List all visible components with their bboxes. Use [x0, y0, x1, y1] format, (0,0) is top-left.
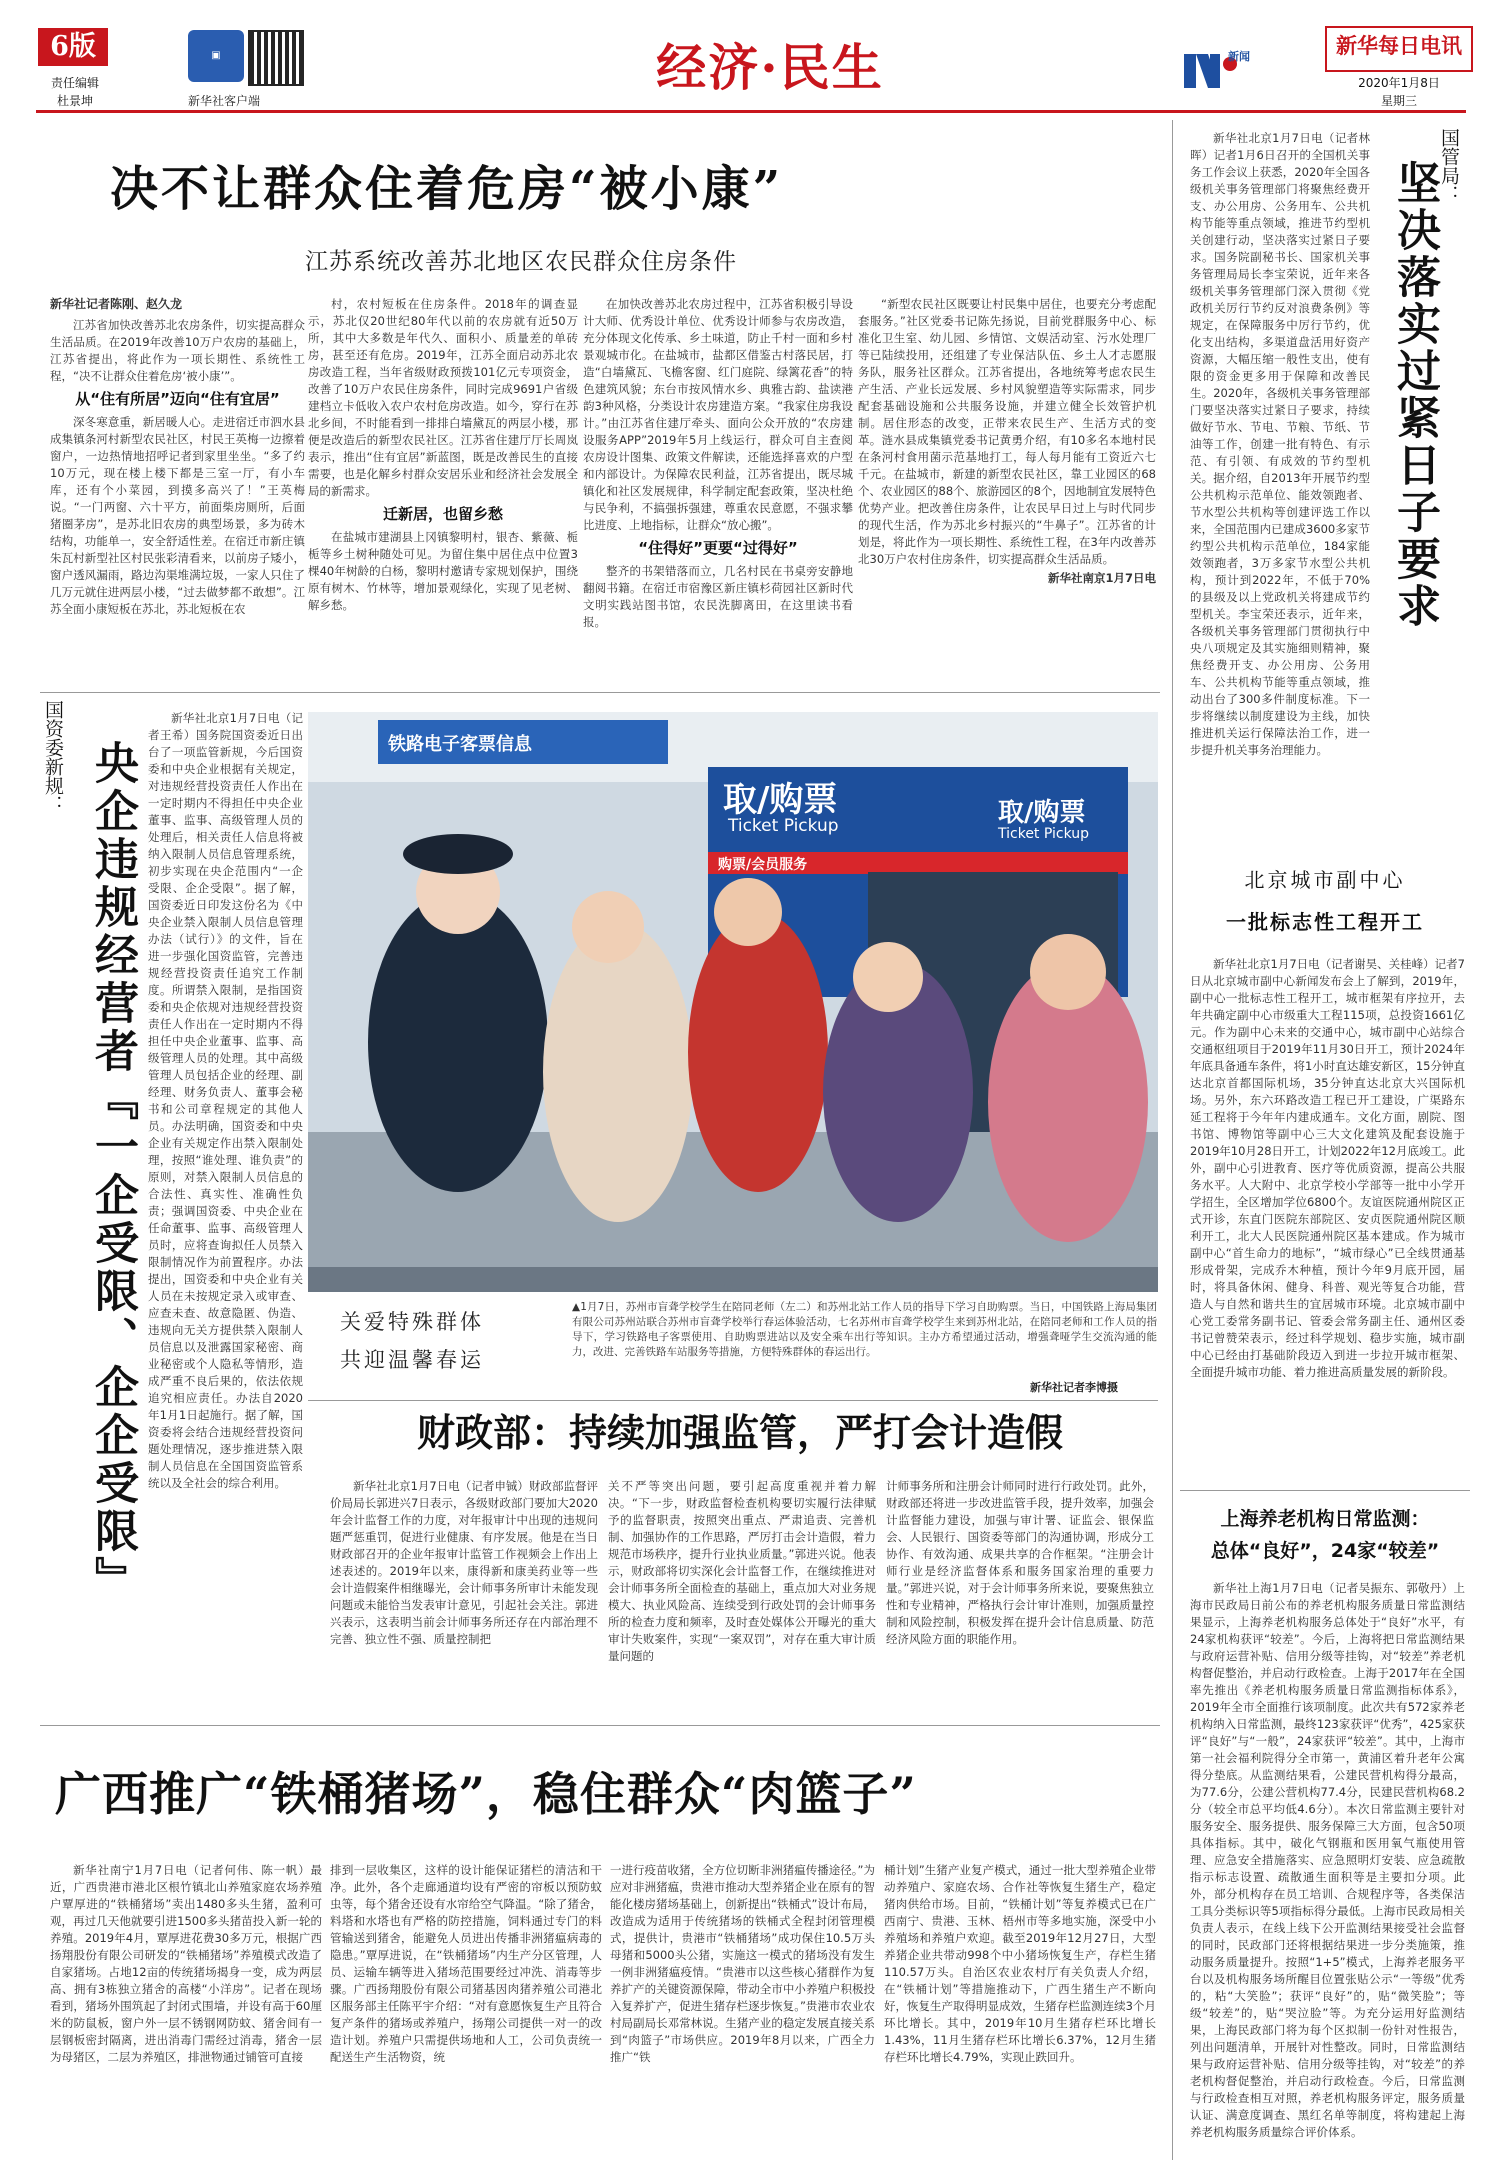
lead-col-1	[50, 296, 305, 679]
issue-date: 2020年1月8日	[1358, 76, 1440, 90]
staff-cap	[403, 834, 513, 874]
left-side-title: 央企违规经营者『一企受限、企企受限』	[87, 740, 138, 1604]
section-title: 经济·民生	[656, 38, 884, 97]
guangxi-col-1: 新华社南宁1月7日电（记者何伟、陈一帆）最近，广西贵港市港北区根竹镇北山养殖家庭农场养殖户覃厚进的“铁桶猪场”卖出1480多头生猪，盈利可观，再过几天他就要引进1500多头猪苗投入新一轮的养殖。2019年4月，覃厚进花费30多万元，根据广西扬翔股份有限公司研发的“铁桶猪场”养殖模式改造了自家猪场。占地12亩的传统猪场揭身一变，成为两层高、拥有3栋独立猪舍的高楼“小洋房”。记者在现场看到，猪场外围筑起了封闭式围墙，并设有高于60厘米的防鼠板，窗户外一层不锈钢网防蚊、猪舍间有一层钢板密封隔离，进出消毒门需经过消毒，猪舍一层为母猪区，二层为养殖区，排泄物通过铺管可直接	[50, 1863, 322, 2064]
beijing-text: 新华社北京1月7日电（记者谢昊、关桂峰）记者7日从北京城市副中心新闻发布会上了解到，2019年，副中心一批标志性工程开工，城市框架有序拉开，去年共确定副中心市级重大工程115项，总投资1661亿元。作为副中心未来的交通中心，城市副中心站综合交通枢纽项目于2019年11月30日开工，预计2024年年底具备通车条件，将1小时直达雄安新区，15分钟直达北京首都国际机场，35分钟直达北京大兴国际机场。另外，东六环路改造工程已开工建设，广渠路东延工程将于今年年内建成通车。文化方面，剧院、图书馆、博物馆等副中心三大文化建筑及配套设施于2019年10月28日开工，计划2022年12月底竣工。此外，副中心引进教育、医疗等优质资源，提高公共服务水平。人大附中、北京学校小学部等一批中小学开学招生，全区增加学位6800个。友谊医院通州院区正式开诊，东直门医院东部院区、安贞医院通州院区顺利开工，北大人民医院通州院区基本建成。作为城市副中心“首生命力的地标”，“城市绿心”已全线贯通基形成骨架，完成乔木种植，预计今年9月底开园，届时，将具备休闲、健身、科普、观光等复合功能，营造人与自然和谐共生的宜居城市环境。北京城市副中心党工委常务副书记、管委会常务副主任、通州区委书记曾赞荣表示，经过科学规划、稳步实施，城市副中心已经由打基础阶段迈入到进一步拉开城市框架、全面提升城市功能、着力推进高质量发展的新阶段。	[1190, 957, 1465, 1379]
lead-col-3	[583, 296, 853, 679]
photo-ticket-bar: 购票/会员服务	[718, 857, 808, 873]
guangxi-col-2: 排到一层收集区，这样的设计能保证猪栏的清洁和干净。此外，各个走廊通道均设有严密的帘板以预防蚊虫等，每个猪舍还设有水帘给空气降温。“除了猪舍，料塔和水塔也有严格的防控措施，饲料通过专门的料管输送到猪舍，能避免人员进出传播非洲猪瘟病毒的隐患。”覃厚进说，在“铁桶猪场”内生产分区管理，人员、运输车辆等进入猪场范围要经过冲洗、消毒等步骤。广西扬翔股份有限公司猪基因肉猪养殖公司港北区服务部主任陈平宇介绍：“对有意愿恢复生产且符合复产条件的猪场或养殖户，扬翔公司提供一对一的改造计划。养殖户只需提供场地和人工，公司负责统一配送生产生活物资，统	[330, 1863, 602, 2064]
left-side-kicker: 国资委新规：	[42, 700, 64, 814]
guangxi-col-3: 一进行疫苗收猪，全方位切断非洲猪瘟传播途径。”为应对非洲猪瘟，贵港市推动大型养猪企业在原有的智能化楼房猪场基础上，创新提出“铁桶式”设计布局，改造成为适用于传统猪场的铁桶式全程封闭管理模式，提供计，贵港市“铁桶猪场”成功保住10.5万头母猪和5000头公猪，实施这一模式的猪场没有发生一例非洲猪瘟疫情。“贵港市以这些核心猪群作为复养扩产的关键资源保障，带动全市中小养殖户积极投入复养扩产，促进生猪存栏逐步恢复。”贵港市农业农村局副局长邓常林说。生猪产业的稳定发展直接关系到“肉篮子”市场供应。2019年8月以来，广西全力推广“铁	[610, 1863, 875, 2064]
client-name: 新华社客户端	[188, 94, 261, 108]
page-number: 6版	[50, 31, 96, 62]
guangxi-title: 广西推广“铁桶猪场”，稳住群众“肉篮子”	[55, 1767, 917, 1821]
finance-title: 财政部：持续加强监管，严打会计造假	[416, 1410, 1063, 1455]
lead-col-4	[858, 296, 1156, 679]
photo-sign-text: 铁路电子客票信息	[388, 734, 532, 755]
guangxi-top-rule	[40, 1725, 1160, 1726]
lead-col2-para-b: 在盐城市建湖县上冈镇黎明村，银杏、紫薇、栀栀等乡土树种随处可见。为留住集中居住点中位置3棵40年树龄的白杨，黎明村邀请专家规划保护，围绕原有树木、竹林等，增加景观绿化，实现了见老树、解乡愁。	[308, 530, 578, 612]
right-top-text: 新华社北京1月7日电（记者林晖）记者1月6日召开的全国机关事务工作会议上获悉，2020年全国各级机关事务管理部门将聚焦经费开支、办公用房、公务用车、公共机构节能等重点领域，推进节约型机关创建行动，坚决落实过紧日子要求。国务院副秘书长、国家机关事务管理局局长李宝荣说，近年来各级机关事务管理部门深入贯彻《党政机关厉行节约反对浪费条例》等规定，在保障服务中厉行节约，优化支出结构，多渠道盘活用好资产资源，大幅压缩一般性支出，使有限的资金更多用于保障和改善民生。2020年，各级机关事务管理部门要坚决落实过紧日子要求，持续做好节水、节电、节粮、节纸、节油等工作，创建一批有特色、有示范、有引领、有成效的节约型机关。据介绍，自2013年开展节约型公共机构示范单位、能效领跑者、节水型公共机构等创建评选工作以来，全国范围内已建成3600多家节约型公共机构示范单位，184家能效领跑者，3万多家节水型公共机构，预计到2022年，不低于70%的县级及以上党政机关将建成节约型机关。李宝荣还表示，近年来，各级机关事务管理部门贯彻执行中央八项规定及其实施细则精神，聚焦经费开支、办公用房、公务用车、公共机构节能等重点领域，推动出台了300多件制度标准。下一步将继续以制度建设为主线，加快推进机关运行保障法治工作，进一步提升机关事务治理能力。	[1190, 131, 1370, 757]
photo-credit: 新华社记者李博摄	[1030, 1381, 1118, 1394]
photo-ticket-label-1: 取/购票	[723, 780, 838, 820]
lead-col3-para-b: 整齐的书架错落而立，几名村民在书桌旁安静地翻阅书籍。在宿迁市宿豫区新庄镇杉荷园社区新时代文明实践站图书馆，农民洗脚离田，在这里读书看报。	[583, 564, 853, 629]
qr-code-icon	[248, 30, 304, 86]
lead-byline: 新华社记者陈刚、赵久龙	[50, 297, 183, 311]
news-photo	[308, 712, 1158, 1292]
left-side-text: 新华社北京1月7日电（记者王希）国务院国资委近日出台了一项监管新规，今后国资委和中央企业根据有关规定，对违规经营投资责任人作出在一定时期内不得担任中央企业董事、监事、高级管理人员的处理后，相关责任人信息将被纳入限制人员信息管理系统，初步实现在央企范围内“一企受限、企企受限”。据了解，国资委近日印发这份名为《中央企业禁入限制人员信息管理办法（试行）》的文件，旨在进一步强化国资监管，完善违规经营投资责任追究工作制度。所谓禁入限制，是指国资委和央企依规对违规经营投资责任人作出在一定时期内不得担任中央企业董事、监事、高级管理人员的处理。其中高级管理人员包括企业的经理、副经理、财务负责人、董事会秘书和公司章程规定的其他人员。办法明确，国资委和中央企业有关规定作出禁入限制处理，按照“谁处理、谁负责”的原则，对禁入限制人员信息的合法性、真实性、准确性负责；强调国资委、中央企业在任命董事、监事、高级管理人员时，应将查询拟任人员禁入限制情况作为前置程序。办法提出，国资委和中央企业有关人员在未按规定录入或审查、应查未查、故意隐匿、伪造、违规向无关方提供禁入限制人员信息以及泄露国家秘密、商业秘密或个人隐私等情形，造成严重不良后果的，依法依规追究相应责任。办法自2020年1月1日起施行。据了解，国资委将会结合违规经营投资问题处理情况，逐步推进禁入限制人员信息在全国国资监管系统以及全社会的综合利用。	[148, 711, 303, 1490]
student-jacket	[688, 912, 828, 1192]
lead-col3-para: 在加快改善苏北农房过程中，江苏省积极引导设计大师、优秀设计单位、优秀设计师参与农房改造，充分体现文化传承、乡土味道，防止千村一面和乡村景观城市化。在盐城市，盐都区借鉴古村落民居，打造“白墙黛瓦、飞檐客窗、红门庭院、绿篱花香”的特色建筑风貌；东台市按风情水乡、典雅古韵、盐读港韵3种风格，分类设计农房建造方案。“我家住房我设计。”由江苏省住建厅牵头、面向公众开放的“农房建设服务APP”2019年5月上线运行，群众可自主查阅农房设计图集、政策文件解读，还能选择喜欢的户型和内部设计。为保障农民利益，江苏省提出，既尽城镇化和社区发展规律，科学制定配套政策，坚决杜绝与民争利，不搞强拆强建，尊重农民意愿，不强求攀比进度、上地指标，让群众“放心搬”。	[583, 297, 853, 532]
photo-caption-1: 关爱特殊群体	[340, 1310, 484, 1334]
lead-col1-para-a: 江苏省加快改善苏北农房条件，切实提高群众生活品质。在2019年改善10万户农房的基础上，江苏省提出，将此作为一项长期性、系统性工程，“决不让群众住着危房‘被小康’”。	[50, 318, 305, 383]
news-logo-text: 新闻	[1228, 50, 1250, 63]
staff-uniform	[368, 892, 548, 1192]
editor-name: 杜景坤	[56, 94, 93, 108]
photo-caption-2: 共迎温馨春运	[340, 1348, 484, 1372]
editor-label: 责任编辑	[50, 76, 99, 90]
lead-subtitle: 江苏系统改善苏北地区农民群众住房条件	[305, 249, 737, 275]
shanghai-title-1: 上海养老机构日常监测：	[1220, 1508, 1430, 1530]
finance-col-2: 关不严等突出问题，要引起高度重视并着力解决。“下一步，财政监督检查机构要切实履行法律赋予的监督职责，按照突出重点、严肃追责、完善机制、加强协作的工作思路，严厉打击会计造假，着力规范市场秩序，提升行业执业质量。”郭进兴说。他表示，财政部将切实深化会计监督工作，在继续推进对会计师事务所全面检查的基础上，重点加大对业务规模大、执业风险高、连续受到行政处罚的会计师事务所的检查力度和频率，及时查处媒体公开曝光的重大审计失败案件，实现“一案双罚”，对存在重大审计质量问题的	[608, 1479, 876, 1663]
photo-ticket-sub-2: Ticket Pickup	[998, 826, 1090, 842]
beijing-title-1: 北京城市副中心	[1244, 868, 1406, 892]
photo-description: ▲1月7日，苏州市盲聋学校学生在陪同老师（左二）和苏州北站工作人员的指导下学习自助购票。当日，中国铁路上海局集团有限公司苏州站联合苏州市盲聋学校举行春运体验活动，七名苏州市盲聋学校学生来到苏州北站，在陪同老师和工作人员的指导下，学习铁路电子客票使用、自助购票进站以及安全乘车出行等知识。主办方希望通过活动，增强聋哑学生交流沟通的能力，改进、完善铁路车站服务等措施，方便特殊群体的春运出行。	[572, 1301, 1157, 1358]
finance-col-3: 计师事务所和注册会计师同时进行行政处罚。此外，财政部还将进一步改进监管手段，提升效率，加强会计监督能力建设，加强与审计署、证监会、银保监会、人民银行、国资委等部门的沟通协调，形成分工协作、有效沟通、成果共享的合作框架。“注册会计师行业是经济监督体系和服务国家治理的重要力量。”郭进兴说，对于会计师事务所来说，要聚焦独立性和专业精神，严格执行会计审计准则，加强质量控制和风险控制，积极发挥在提升会计信息质量、防范经济风险方面的职能作用。	[886, 1479, 1154, 1646]
lead-col1-para-b: 深冬寒意重，新居暖人心。走进宿迁市泗水县成集镇条河村新型农民社区，村民王英梅一边擦着窗户，一边热情地招呼记者到家里坐坐。“多了约10万元，现在楼上楼下都是三室一厅，有小车库，还有个小菜园，到摸多高兴了！”王英梅说。“一门两窗、六十平方，前面柴房厕所，后面猪圈茅房”，是苏北旧农房的典型场景，多为砖木结构，功能单一，安全舒适性差。在宿迁市新庄镇朱瓦村新型社区村民张彩清看来，以前房子矮小，窗户透风漏雨，路边沟渠堆满垃圾，一家人只住了几万元就住进两层小楼，“过去做梦都不敢想”。江苏全面小康短板在苏北，苏北短板在农	[50, 415, 305, 616]
shanghai-text: 新华社上海1月7日电（记者吴振东、郭敬丹）上海市民政局日前公布的养老机构服务质量日常监测结果显示，上海养老机构服务总体处于“良好”水平，有24家机构获评“较差”。今后，上海将把日常监测结果与政府运营补贴、信用分级等挂钩，对“较差”养老机构督促整治，并启动行政检查。上海于2017年在全国率先推出《养老机构服务质量日常监测指标体系》，2019年全市全面推行该项制度。此次共有572家养老机构纳入日常监测，最终123家获评“优秀”，425家获评“良好”与“一般”，24家获评“较差”。其中，上海市第一社会福利院得分全市第一，黄浦区着升老年公寓得分垫底。从监测结果看，公建民营机构得分最高，为77.6分，公建公营机构77.4分，民建民营机构68.2分（较全市总平均低4.6分）。本次日常监测主要针对服务安全、服务提供、服务保障三大方面，包含50项具体指标。其中，破化气钢瓶和医用氧气瓶使用管理、应急安全措施落实、应急照明灯安装、应急疏散指示标志设置、疏散通生面积等是主要扣分项。此外，部分机构存在员工培训、合规程序等，各类保洁工具分类标识等5项指标得分最低。上海市民政局相关负责人表示，在线上线下公开监测结果接受社会监督的同时，民政部门还将根据结果进一步分类施策，推动服务质量提升。按照“1+5”模式，上海养老服务平台以及机构服务场所醒目位置张贴公示“一等级”优秀的，粘“大笑脸”；获评“良好”的，贴“微笑脸”；等级“较差”的，贴“哭泣脸”等。为充分运用好监测结果，上海民政部门将为每个区拟制一份针对性报告，列出问题清单，开展针对性整改。同时，日常监测结果与政府运营补贴、信用分级等挂钩，对“较差”的养老机构督促整治，并启动行政检查。今后，日常监测与行政检查相互对照，养老机构服务评定，服务质量认证、满意度调查、黑红名单等制度，将构建起上海养老机构服务质量综合评价体系。	[1190, 1581, 1465, 2139]
finance-top-rule	[308, 1400, 1158, 1401]
lead-subhead-1: 从“住有所居”迈向“住有宜居”	[75, 390, 280, 408]
lead-col2-para: 村，农村短板在住房条件。2018年的调查显示，苏北仅20世纪80年代以前的农房就有近50万所，其中大多数是年代久、面积小、质量差的单砖房，甚至还有危房。2019年，江苏全面启动苏北农房改造工程，当年省级财政预拨101亿元专项资金，改善了10万户农民住房条件，同时完成9691户省级建档立卡低收入农户农村危房改造。如今，穿行在苏北乡间，不时能看到一排排白墙黛瓦的两层小楼，那便是改造后的新型农民社区。江苏省住建厅厅长周岚表示，推出“住有宜居”新蓝图，既是改善民生的直接需要，也是化解乡村群众安居乐业和经济社会发展全局的新需求。	[308, 297, 578, 498]
finance-col-1: 新华社北京1月7日电（记者申铖）财政部监督评价局局长郭进兴7日表示，各级财政部门要加大2020年会计监督工作的力度，对年报审计中出现的违规问题严惩重罚，促进行业健康、有序发展。他是在当日财政部召开的企业年报审计监管工作视频会上作出上述表述的。2019年以来，康得新和康美药业等一些会计造假案件相继曝光，会计师事务所审计未能发现问题或未能恰当发表审计意见，引起社会关注。郭进兴表示，这表明当前会计师事务所还存在内部治理不完善、独立性不强、质量控制把	[330, 1479, 598, 1646]
shanghai-top-rule	[1180, 1490, 1470, 1491]
xinhua-app-icon: ▣	[188, 30, 244, 82]
guangxi-col-4: 桶计划”生猪产业复产模式，通过一批大型养殖企业带动养殖户、家庭农场、合作社等恢复生猪生产，稳定猪肉供给市场。目前，“铁桶计划”等复养模式已在广西南宁、贵港、玉林、梧州市等多地实施，深受中小养殖场和养殖户欢迎。截至2019年12月27日，大型养猪企业共带动998个中小猪场恢复生产，存栏生猪110.57万头。自治区农业农村厅有关负责人介绍，在“铁桶计划”等措施推动下，广西生猪生产不断向好，恢复生产取得明显成效，生猪存栏监测连续3个月环比增长。其中，2019年10月生猪存栏环比增长1.43%，11月生猪存栏环比增长6.37%，12月生猪存栏环比增长4.79%，实现止跌回升。	[884, 1863, 1156, 2064]
lead-col-2	[308, 296, 578, 679]
teacher-figure	[543, 922, 693, 1222]
photo-ticket-label-2: 取/购票	[998, 798, 1086, 828]
lead-dateline: 新华社南京1月7日电	[1047, 571, 1156, 585]
photo-ticket-sub-1: Ticket Pickup	[728, 816, 839, 836]
issue-weekday: 星期三	[1380, 94, 1417, 108]
right-top-text-overflow	[1190, 690, 1465, 840]
right-top-title: 坚决落实过紧日子要求	[1389, 160, 1440, 630]
beijing-title-2: 一批标志性工程开工	[1226, 910, 1424, 934]
lead-col4-para: “新型农民社区既要让村民集中居住，也要充分考虑配套服务。”社区党委书记陈先扬说，目前党群服务中心、标准化卫生室、幼儿园、乡情馆、文娱活动室、污水处理厂等已陆续投用，还组建了专业保洁队伍、乡土人才志愿服务队，服务社区群众。江苏省提出，各地统筹考虑农民生产生活、产业长远发展、乡村风貌塑造等实际需求，同步配套基础设施和公共服务设施，并建立健全长效管护机制。居住形态的改变，正带来农民生产、生活方式的变革。涟水县成集镇党委书记黄勇介绍，有10多名本地村民在条河村食用菌示范基地打工，每人每月能有工资近六七千元。在盐城市，新建的新型农民社区，靠工业园区的68个、农业园区的88个、旅游园区的8个，因地制宜发展特色优势产业。把改善住房条件，让农民早日过上与时代同步的现代生活，作为苏北乡村振兴的“牛鼻子”。江苏省的计划是，将此作为一项长期性、系统性工程，在3年内改善苏北30万户农村住房条件，切实提高群众生活品质。	[858, 297, 1156, 566]
lead-subhead-3: “住得好”更要“过得好”	[638, 539, 798, 557]
lead-title: 决不让群众住着危房“被小康”	[110, 161, 784, 217]
paper-name: 新华每日电讯	[1336, 33, 1462, 58]
right-column-divider	[1172, 120, 1173, 2160]
masthead-rule	[36, 110, 1466, 113]
shanghai-title-2: 总体“良好”，24家“较差”	[1210, 1540, 1440, 1562]
lead-bottom-rule	[40, 692, 1160, 693]
lead-subhead-2: 迁新居，也留乡愁	[382, 505, 503, 523]
right-top-kicker: 国管局：	[1438, 128, 1460, 204]
